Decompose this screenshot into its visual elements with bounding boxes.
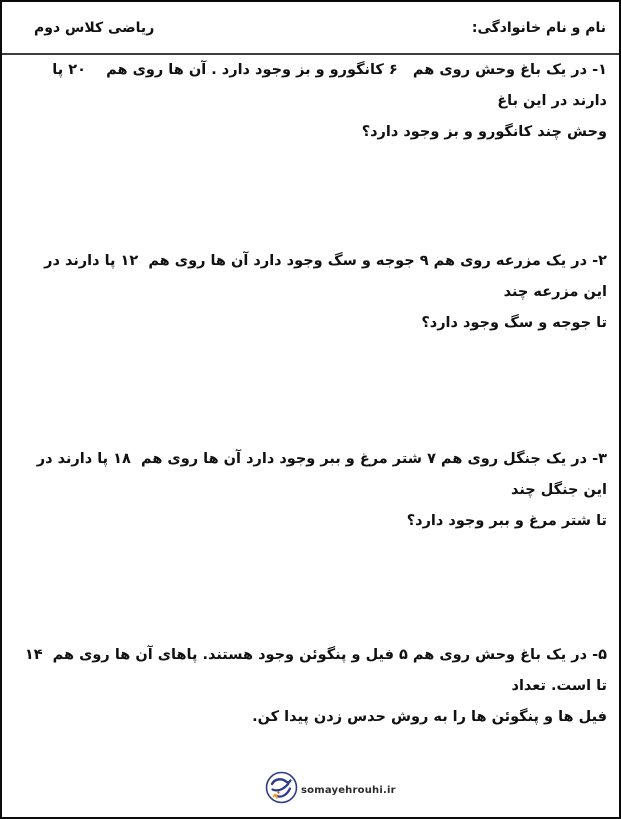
question-1-line-1: ۱- در یک باغ وحش روی هم ۶ کانگورو و بز وجود دارد . آن ها روی هم ۲۰ پا دارند در این باغ bbox=[47, 62, 607, 109]
question-3-line-1: ۳- در یک جنگل روی هم ۷ شتر مرغ و ببر وجود دارد آن ها روی هم ۱۸ پا دارند در این جنگل چند bbox=[31, 451, 607, 498]
somayehrouhi-logo-icon bbox=[265, 771, 298, 804]
question-5-line-2: فیل ها و پنگوئن ها را به روش حدس زدن پیدا کن. bbox=[252, 709, 607, 725]
page-footer bbox=[2, 770, 619, 810]
question-5 bbox=[19, 640, 607, 733]
question-5-line-1: ۵- در یک باغ وحش روی هم ۵ فیل و پنگوئن وجود هستند. پاهای آن ها روی هم ۱۴ تا است. تعداد bbox=[19, 647, 607, 694]
question-2-line-1: ۲- در یک مزرعه روی هم ۹ جوجه و سگ وجود دارد آن ها روی هم ۱۲ پا دارند در این مزرعه چند bbox=[39, 253, 607, 300]
website-url: somayehrouhi.ir bbox=[301, 785, 396, 796]
question-3 bbox=[24, 444, 607, 537]
question-3-line-2: تا شتر مرغ و ببر وجود دارد؟ bbox=[406, 513, 607, 529]
student-name-label: نام و نام خانوادگی: bbox=[471, 20, 606, 36]
question-1-line-2: وحش چند کانگورو و بز وجود دارد؟ bbox=[361, 124, 607, 140]
question-2 bbox=[24, 246, 607, 339]
question-1 bbox=[24, 55, 607, 148]
question-2-line-2: تا جوجه و سگ وجود دارد؟ bbox=[421, 315, 607, 331]
course-title: ریاضی کلاس دوم bbox=[34, 20, 155, 36]
